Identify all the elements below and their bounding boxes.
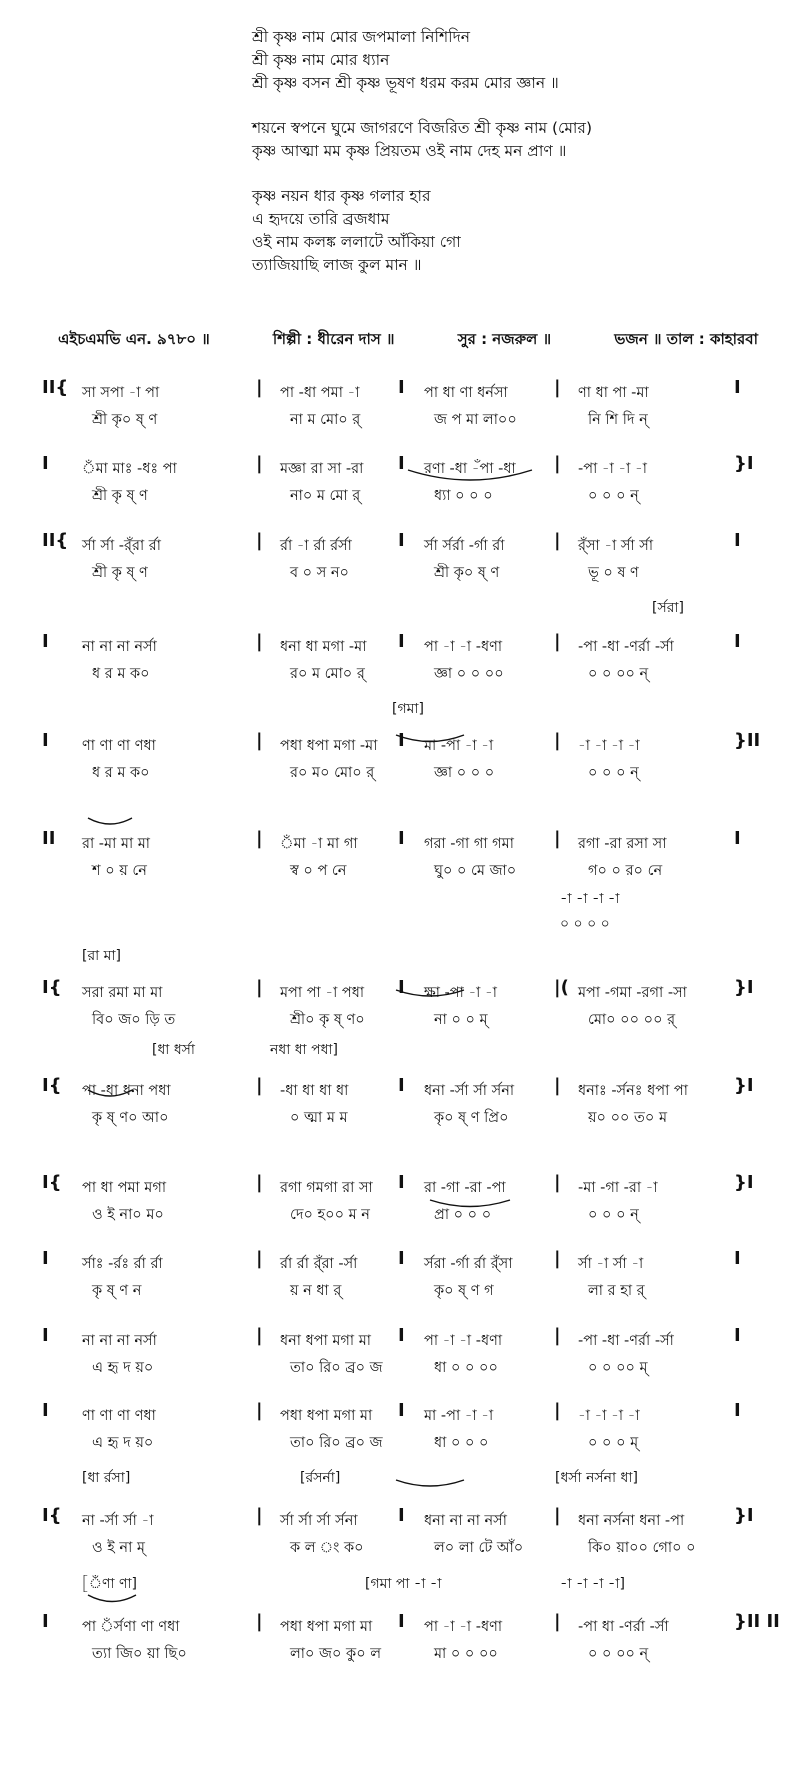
swar-group: পা -া -া -ধণা [424, 1619, 503, 1635]
slur-mark [408, 470, 532, 480]
swar-group: গরা -গা গা গমা [424, 836, 514, 852]
bar-line: I [42, 631, 49, 652]
slur-mark [88, 818, 132, 824]
notation-annotation: [র্রসর্না] [300, 1470, 341, 1486]
bar-line: | [256, 1611, 263, 1632]
swar-group: পধা ধপা মগা -মা [280, 738, 378, 754]
swar-group: মা -পা -া -া [424, 738, 494, 754]
bar-line: | [256, 530, 263, 551]
bar-line: | [554, 1075, 561, 1096]
bani-group: ধ র ম ক০ [92, 765, 150, 781]
bani-group: ০ ০ ০০ ন্ [588, 666, 649, 682]
lyric-line: কৃষ্ণ আত্মা মম কৃষ্ণ প্রিয়তম ওই নাম দেহ মন প্রাণ ॥ [252, 142, 567, 160]
bar-line: I [398, 1611, 405, 1632]
bani-group: ত্যা জি০ য়া ছি০ [92, 1646, 187, 1662]
bani-group: ক ল ং ক০ [290, 1540, 364, 1556]
bar-line: I{ [42, 1075, 62, 1096]
bar-line: I [398, 377, 405, 398]
notation-annotation: [ঁণা ণা] [82, 1576, 137, 1592]
bani-group: না ম মো০ র্ [290, 412, 361, 428]
notation-annotation: [ধর্সা নর্সনা ধা] [555, 1470, 638, 1486]
swar-group: সরা রমা মা মা [82, 985, 163, 1001]
bani-group: ও ই না ম্ [92, 1540, 145, 1556]
bar-line: | [554, 1505, 561, 1526]
bar-line: }I [734, 1075, 754, 1096]
swar-group: পা -ধা পমা -া [280, 385, 360, 401]
notation-annotation: -া -া -া -া] [560, 1576, 625, 1592]
swar-group: মপা পা -া পধা [280, 985, 365, 1001]
bar-line: | [554, 377, 561, 398]
bani-group: গ০ ০ র০ নে [588, 863, 663, 879]
bar-line: |( [554, 977, 569, 998]
bani-group: শ্রী কৃ০ ষ্ ণ [434, 565, 500, 581]
bar-line: }I [734, 1172, 754, 1193]
swar-group: ণা ধা পা -মা [578, 385, 649, 401]
bani-group: বি০ জ০ ড়ি ত [92, 1012, 176, 1028]
bar-line: I [42, 1248, 49, 1269]
bar-line: I{ [42, 977, 62, 998]
bar-line: I [398, 1248, 405, 1269]
swar-group: পা -া -া -ধণা [424, 639, 503, 655]
bani-group: না০ ম মো র্ [290, 488, 361, 504]
bani-group: য় ন ধা র্ [290, 1283, 342, 1299]
artist-name: শিল্পী : ধীরেন দাস ॥ [272, 330, 395, 348]
bar-line: | [256, 828, 263, 849]
swar-group: ঁমা -া মা গা [280, 836, 358, 852]
notation-annotation: [গমা] [392, 701, 424, 717]
bani-group: শ্রী০ কৃ ষ্ ণ০ [290, 1012, 365, 1028]
swar-group: পা ধা পমা মগা [82, 1180, 167, 1196]
bar-line: | [256, 1325, 263, 1346]
swar-group: র্রা র্রা র্ঁরা -র্সা [280, 1256, 358, 1272]
swar-group: পধা ধপা মগা মা [280, 1619, 373, 1635]
swar-group: পা -ধা ধনা পধা [82, 1083, 171, 1099]
bar-line: | [554, 453, 561, 474]
bar-line: | [256, 1400, 263, 1421]
slur-mark [396, 990, 464, 996]
bar-line: I [42, 453, 49, 474]
bar-line: I [398, 453, 405, 474]
swar-group: -পা -ধা -ণর্রা -র্সা [578, 1333, 674, 1349]
bani-group: ০ ০ ০ ন্ [588, 1207, 639, 1223]
notation-annotation: [রা মা] [82, 948, 121, 964]
bani-group: দে০ হ০০ ম ন [290, 1207, 370, 1223]
bar-line: | [554, 631, 561, 652]
bani-group: ধা ০ ০ ০ [434, 1435, 489, 1451]
bar-line: | [256, 1172, 263, 1193]
bar-line: | [554, 730, 561, 751]
swar-group: পা ঁর্সণা ণা ণধা [82, 1619, 180, 1635]
bar-line: II [42, 828, 56, 849]
bani-group: প্রা ০ ০ ০ [434, 1207, 492, 1223]
bar-line: }II [734, 730, 761, 751]
bar-line: | [256, 1505, 263, 1526]
bani-group: শ্রী কৃ ষ্ ণ [92, 488, 148, 504]
bar-line: | [554, 1325, 561, 1346]
bar-line: | [554, 828, 561, 849]
swar-group: র্রা -া র্রা র্রর্সা [280, 538, 352, 554]
swar-group: সা সপা -া পা [82, 385, 160, 401]
swar-group: ধনা নর্সনা ধনা -পা [578, 1513, 685, 1529]
bani-group: ০ ০ ০ ন্ [588, 488, 639, 504]
bar-line: I [398, 1505, 405, 1526]
bar-line: | [554, 1611, 561, 1632]
bar-line: I{ [42, 1505, 62, 1526]
notation-annotation: [ধা ধর্সা [152, 1042, 195, 1058]
bar-line: I [734, 1248, 741, 1269]
slur-mark [430, 1200, 510, 1207]
bani-group: ধ র ম ক০ [92, 666, 150, 682]
swar-group: -পা ধা -ণর্রা -র্সা [578, 1619, 669, 1635]
bani-group: শ্রী কৃ০ ষ্ ণ [92, 412, 158, 428]
notation-annotation: [গমা পা -া -া [365, 1576, 442, 1592]
lyric-line: শয়নে স্বপনে ঘুমে জাগরণে বিজরিত শ্রী কৃষ্ণ নাম (মোর) [252, 119, 593, 137]
bar-line: | [256, 631, 263, 652]
swar-group: মা -পা -া -া [424, 1408, 494, 1424]
bani-group: ০ ০ ০ ম্ [588, 1435, 639, 1451]
swar-group: রগা -রা রসা সা [578, 836, 667, 852]
swar-group: ক্ষা -পা -া -া [424, 985, 497, 1001]
bani-group: ধ্যা ০ ০ ০ [434, 488, 493, 504]
bani-group: নি শি দি ন্ [588, 412, 648, 428]
bar-line: | [554, 1248, 561, 1269]
bar-line: II{ [42, 530, 69, 551]
bani-group: কৃ০ ষ্ ণ প্রি০ [434, 1110, 509, 1126]
bar-line: I [734, 1400, 741, 1421]
bani-group: ০ ০ ০০ ম্ [588, 1360, 648, 1376]
swar-group: -পা -ধা -ণর্রা -র্সা [578, 639, 674, 655]
genre-tala: ভজন ॥ তাল : কাহারবা [614, 330, 758, 348]
swar-group: পা -া -া -ধণা [424, 1333, 503, 1349]
bar-line: | [256, 377, 263, 398]
bani-group: র০ ম০ মো০ র্ [290, 765, 375, 781]
bar-line: }I [734, 977, 754, 998]
bar-line: I{ [42, 1172, 62, 1193]
bani-group: লা০ জ০ কু০ ল [290, 1646, 382, 1662]
bani-group: শ্রী কৃ ষ্ ণ [92, 565, 148, 581]
bar-line: I [398, 1325, 405, 1346]
lyric-line: ওই নাম কলঙ্ক ললাটে আঁকিয়া গো [252, 233, 461, 251]
bar-line: I [42, 1400, 49, 1421]
bar-line: | [554, 1400, 561, 1421]
bar-line: I [398, 530, 405, 551]
swar-group: ধনা ধা মগা -মা [280, 639, 367, 655]
swar-group: ণা ণা ণা ণধা [82, 738, 156, 754]
bar-line: I [734, 1325, 741, 1346]
swar-group: রা -মা মা মা [82, 836, 151, 852]
bar-line: I [42, 1611, 49, 1632]
bar-line: }II II [734, 1611, 780, 1632]
bar-line: I [42, 1325, 49, 1346]
lyric-line: শ্রী কৃষ্ণ নাম মোর ধ্যান [252, 51, 390, 69]
swar-group: র্সা র্সর্রা -র্গা র্রা [424, 538, 505, 554]
slur-mark [88, 1090, 132, 1096]
swar-group: মজ্ঞা রা সা -রা [280, 461, 364, 477]
bar-line: I [42, 730, 49, 751]
bar-line: | [554, 1172, 561, 1193]
bani-group: জ্ঞা ০ ০ ০০ [434, 666, 504, 682]
bani-group: ব ০ স ন০ [290, 565, 349, 581]
bar-line: }I [734, 453, 754, 474]
notation-annotation: ০ ০ ০ ০ [560, 916, 610, 932]
bani-group: জ্ঞা ০ ০ ০ [434, 765, 495, 781]
bani-group: লা র হা র্ [588, 1283, 645, 1299]
notation-annotation: [ধা র্রসা] [82, 1470, 131, 1486]
bani-group: ০ ০ ০ ন্ [588, 765, 639, 781]
bar-line: I [398, 1172, 405, 1193]
composer-name: সুর : নজরুল ॥ [457, 330, 552, 348]
swar-group: পা ধা ণা ধর্নসা [424, 385, 508, 401]
bar-line: I [734, 530, 741, 551]
bani-group: কৃ ষ্ ণ ন [92, 1283, 142, 1299]
bar-line: I [398, 1075, 405, 1096]
bar-line: I [398, 730, 405, 751]
swar-group: রগা গমগা রা সা [280, 1180, 373, 1196]
swar-group: -ধা ধা ধা ধা [280, 1083, 349, 1099]
bani-group: য়০ ০০ ত০ ম [588, 1110, 668, 1126]
bar-line: I [398, 977, 405, 998]
bani-group: জ প মা লা০০ [434, 412, 517, 428]
swar-group: -পা -া -া -া [578, 461, 647, 477]
bani-group: ভূ ০ ষ ণ [588, 565, 639, 581]
slur-mark [396, 735, 464, 742]
swar-group: রা -গা -রা -পা [424, 1180, 506, 1196]
swar-group: ধনাঃ -র্সনঃ ধপা পা [578, 1083, 688, 1099]
bani-group: এ হৃ দ য়০ [92, 1435, 154, 1451]
bani-group: স্ব ০ প নে [290, 863, 347, 879]
swar-group: র্ঁসা -া র্সা র্সা [578, 538, 654, 554]
swar-group: মপা -গমা -রগা -সা [578, 985, 687, 1001]
record-number: এইচএমভি এন. ৯৭৮০ ॥ [58, 330, 210, 348]
bar-line: I [398, 1400, 405, 1421]
bani-group: কৃ ষ্ ণ০ আ০ [92, 1110, 169, 1126]
swar-group: র্সাঃ -র্রঃ র্রা র্রা [82, 1256, 163, 1272]
lyric-line: ত্যাজিয়াছি লাজ কুল মান ॥ [252, 256, 422, 274]
swar-group: র্সা -া র্সা -া [578, 1256, 644, 1272]
bar-line: I [398, 828, 405, 849]
bar-line: }I [734, 1505, 754, 1526]
bani-group: র০ ম মো০ র্ [290, 666, 365, 682]
swar-group: ধনা না না নর্সা [424, 1513, 507, 1529]
swar-group: ঁমা মাঃ -ধঃ পা [82, 461, 177, 477]
bar-line: | [554, 530, 561, 551]
bani-group: মা ০ ০ ০০ [434, 1646, 498, 1662]
lyric-line: শ্রী কৃষ্ণ নাম মোর জপমালা নিশিদিন [252, 28, 470, 46]
slur-mark [88, 1595, 136, 1602]
bani-group: ঘু০ ০ মে জা০ [434, 863, 517, 879]
bani-group: তা০ রি০ ব্র০ জ [290, 1435, 383, 1451]
lyric-line: শ্রী কৃষ্ণ বসন শ্রী কৃষ্ণ ভূষণ ধরম করম মোর জ্ঞান ॥ [252, 74, 559, 92]
swar-group: ধনা ধপা মগা মা [280, 1333, 372, 1349]
swar-group: ণা ণা ণা ণধা [82, 1408, 156, 1424]
notation-annotation: নধা ধা পধা] [270, 1042, 338, 1058]
swar-group: না না না নর্সা [82, 639, 157, 655]
swar-group: পধা ধপা মগা মা [280, 1408, 373, 1424]
bar-line: II{ [42, 377, 69, 398]
swar-group: ধনা -র্সা র্সা র্সনা [424, 1083, 515, 1099]
swar-group: -া -া -া -া [578, 738, 640, 754]
notation-annotation: [র্সরা] [652, 600, 684, 616]
swar-group: না না না নর্সা [82, 1333, 157, 1349]
swar-group: র্সা র্সা র্সা র্সনা [280, 1513, 358, 1529]
swar-group: র্সা র্সা -র্ঁরা র্রা [82, 538, 161, 554]
bani-group: না ০ ০ ম্ [434, 1012, 488, 1028]
bar-line: I [734, 631, 741, 652]
bar-line: | [256, 730, 263, 751]
lyric-line: কৃষ্ণ নয়ন ধার কৃষ্ণ গলার হার [252, 187, 431, 205]
bani-group: ল০ লা টে আঁ০ [434, 1540, 524, 1556]
bani-group: ও ই না০ ম০ [92, 1207, 164, 1223]
bani-group: ০ ত্মা ম ম [290, 1110, 348, 1126]
notation-annotation: -া -া -া -া [560, 891, 620, 907]
bar-line: | [256, 1248, 263, 1269]
bani-group: তা০ রি০ ব্র০ জ [290, 1360, 383, 1376]
bani-group: কি০ য়া০০ গো০ ০ [588, 1540, 696, 1556]
bani-group: মো০ ০০ ০০ র্ [588, 1012, 676, 1028]
bar-line: | [256, 977, 263, 998]
lyric-line: এ হৃদয়ে তারি ব্রজধাম [252, 210, 390, 228]
bani-group: এ হৃ দ য়০ [92, 1360, 154, 1376]
bar-line: | [256, 1075, 263, 1096]
swar-group: র্সরা -র্গা র্রা র্ঁসা [424, 1256, 513, 1272]
swar-group: না -র্সা র্সা -া [82, 1513, 154, 1529]
bani-group: কৃ০ ষ্ ণ গ [434, 1283, 494, 1299]
swar-group: রণা -ধা -ঁপা -ধা [424, 461, 516, 477]
swar-group: -া -া -া -া [578, 1408, 640, 1424]
bani-group: ০ ০ ০০ ন্ [588, 1646, 649, 1662]
bar-line: I [734, 828, 741, 849]
slur-mark [396, 1480, 464, 1486]
bani-group: শ ০ য় নে [92, 863, 147, 879]
swar-group: -মা -গা -রা -া [578, 1180, 658, 1196]
bar-line: I [398, 631, 405, 652]
bar-line: I [734, 377, 741, 398]
bani-group: ধা ০ ০ ০০ [434, 1360, 498, 1376]
bar-line: | [256, 453, 263, 474]
